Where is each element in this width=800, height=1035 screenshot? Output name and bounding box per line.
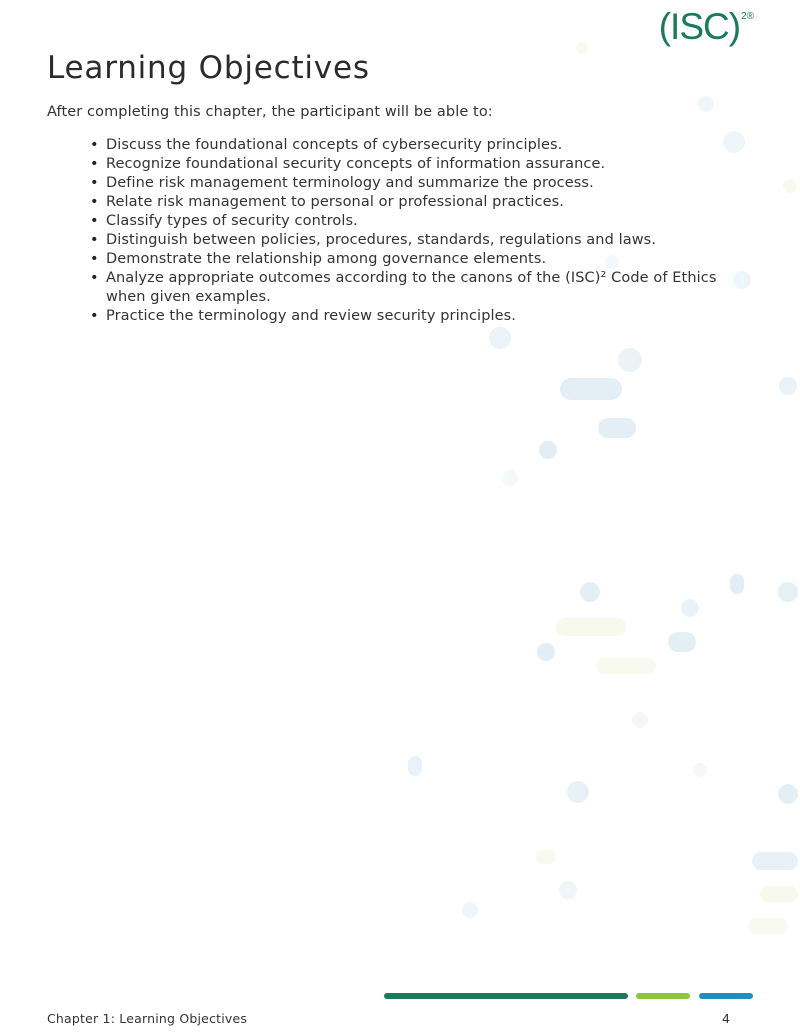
bullet-icon: • xyxy=(90,232,99,248)
bullet-icon: • xyxy=(90,156,99,172)
bullet-icon: • xyxy=(90,251,99,267)
footer-bar-green xyxy=(384,993,628,999)
objective-item xyxy=(88,231,738,250)
footer-bar-lime xyxy=(636,993,690,999)
objective-item xyxy=(88,136,738,155)
objective-text: Classify types of security controls. xyxy=(106,213,358,229)
logo-text: (ISC) xyxy=(658,6,741,47)
objective-item xyxy=(88,307,738,326)
objectives-list xyxy=(88,136,738,326)
objective-item xyxy=(88,212,738,231)
footer-bar-blue xyxy=(699,993,753,999)
objective-text: Practice the terminology and review security principles. xyxy=(106,308,517,324)
bullet-icon: • xyxy=(90,308,99,324)
objective-text: Demonstrate the relationship among governance elements. xyxy=(106,251,547,267)
logo-superscript: 2® xyxy=(741,11,754,22)
objective-item xyxy=(88,174,738,193)
objective-text: Discuss the foundational concepts of cybersecurity principles. xyxy=(106,137,563,153)
isc2-logo xyxy=(659,8,754,45)
objective-text: Analyze appropriate outcomes according to the canons of the (ISC)² Code of Ethics when given examples. xyxy=(106,270,717,305)
intro-text: After completing this chapter, the participant will be able to: xyxy=(47,104,493,120)
objective-item xyxy=(88,250,738,269)
bullet-icon: • xyxy=(90,194,99,210)
bullet-icon: • xyxy=(90,175,99,191)
footer-chapter-label: Chapter 1: Learning Objectives xyxy=(47,1011,248,1026)
objective-text: Define risk management terminology and summarize the process. xyxy=(106,175,594,191)
bullet-icon: • xyxy=(90,137,99,153)
objective-text: Distinguish between policies, procedures, standards, regulations and laws. xyxy=(106,232,657,248)
page-title: Learning Objectives xyxy=(47,50,370,86)
objective-text: Recognize foundational security concepts of information assurance. xyxy=(106,156,606,172)
bullet-icon: • xyxy=(90,213,99,229)
objective-item xyxy=(88,269,738,307)
bullet-icon: • xyxy=(90,270,99,286)
objective-item xyxy=(88,155,738,174)
objective-item xyxy=(88,193,738,212)
page-number: 4 xyxy=(722,1011,730,1026)
objective-text: Relate risk management to personal or professional practices. xyxy=(106,194,564,210)
